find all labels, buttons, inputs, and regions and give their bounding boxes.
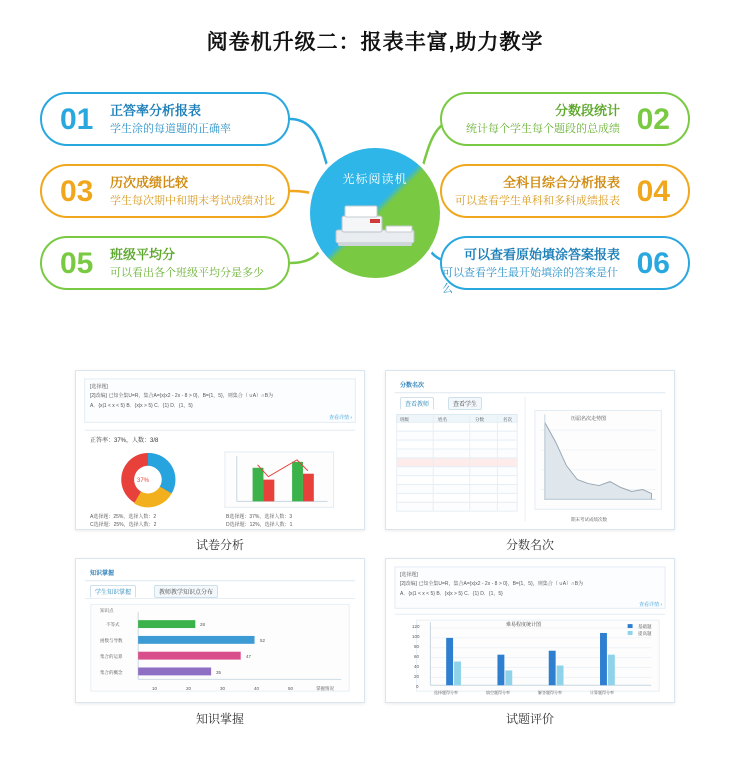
card-score-rank[interactable]: [385, 370, 675, 530]
card-caption-score-rank: 分数名次: [505, 538, 554, 552]
x-category-3: 解答题得分率: [538, 690, 562, 695]
y-tick-1: 20: [414, 674, 420, 679]
panel-title: 知识掌握: [90, 571, 115, 577]
card-caption-paper-analysis: 试卷分析: [195, 538, 244, 552]
y-tick-4: 80: [414, 644, 420, 649]
feature-number: 03: [60, 175, 94, 208]
legend-item-c: C选择题：25%，选择人数：2: [90, 522, 157, 528]
feature-desc: 学生涂的每道题的正确率: [110, 123, 231, 135]
x-tick-4: 40: [254, 686, 260, 691]
feature-number: 01: [60, 103, 94, 136]
card-question-evaluation[interactable]: [385, 558, 675, 703]
panel-title: 分数名次: [400, 383, 425, 389]
feature-heading: 可以查看原始填涂答案报表: [463, 247, 620, 262]
question-line-2: A．{x|1 < x < 5} B．{x|x > 5} C．{1} D．{1，5}: [90, 403, 193, 409]
page-title: 阅卷机升级二：报表丰富,助力教学: [206, 31, 544, 54]
card-knowledge-mastery[interactable]: [75, 558, 365, 703]
x-tick-1: 10: [152, 686, 158, 691]
chart-ylabel: 知识点: [100, 608, 114, 613]
question-tag: [选择题]: [400, 572, 418, 578]
tab-teacher-knowledge[interactable]: 教师教学知识点分布: [154, 585, 218, 598]
feature-number: 05: [60, 247, 94, 280]
x-tick-3: 30: [220, 686, 226, 691]
feature-heading: 正答率分析报表: [110, 103, 202, 118]
y-tick-6: 120: [412, 624, 420, 629]
chart-title: 历届名次走势图: [571, 416, 607, 422]
score-rank-mini: [386, 371, 674, 529]
x-tick-5: 50: [288, 686, 294, 691]
table-header-rank: 名次: [503, 417, 512, 422]
bar-value-1: 28: [200, 622, 206, 627]
question-line-1: [2]改编] 已知全集U=R，集合A={x|x2 - 2x - 8 > 0}，B={1，5}，则集合（ ∪A）∩B为: [90, 393, 274, 399]
feature-desc: 可以看出各个班级平均分是多少: [110, 267, 264, 279]
feature-item-04[interactable]: [440, 164, 690, 218]
x-category-1: 选择题得分率: [434, 690, 458, 695]
feature-desc: 学生每次期中和期末考试成绩对比: [110, 195, 275, 207]
card-caption-question-evaluation: 试题评价: [505, 712, 554, 726]
y-tick-5: 100: [412, 634, 420, 639]
chart-xlabel: 期末考试成绩次数: [571, 517, 607, 522]
table-header-score: 分数: [475, 417, 484, 422]
x-category-4: 计算题得分率: [590, 690, 614, 695]
tab-view-teacher[interactable]: 查看教师: [400, 397, 434, 410]
tab-student-knowledge[interactable]: 学生知识掌握: [90, 585, 136, 598]
feature-desc: 统计每个学生每个题段的总成绩: [466, 123, 620, 135]
x-category-2: 填空题得分率: [486, 690, 510, 695]
feature-heading: 分数段统计: [554, 103, 620, 118]
legend-basic: 基础题: [638, 624, 652, 629]
bar-value-4: 35: [216, 670, 222, 675]
bar-category-4: 集合的概念: [100, 670, 123, 675]
legend-item-a: A选择题：25%，选择人数：2: [90, 514, 157, 520]
feature-item-06[interactable]: [440, 236, 690, 295]
feature-number: 04: [636, 175, 670, 208]
bar-category-3: 集合的运算: [100, 654, 123, 659]
hub-circle: [310, 148, 440, 278]
legend-item-d: D选择题：12%，选择人数：1: [226, 522, 293, 528]
tab-view-student[interactable]: 查看学生: [448, 397, 482, 410]
feature-item-03[interactable]: [40, 164, 290, 218]
question-line-1: [2]改编] 已知全集U=R，集合A={x|x2 - 2x - 8 > 0}，B={1，5}，则集合（ ∪A）∩B为: [400, 581, 584, 587]
feature-number: 02: [636, 103, 670, 136]
donut-center-label: 37%: [137, 478, 150, 484]
feature-desc: 可以查看学生单科和多科成绩报表: [455, 195, 620, 207]
detail-link[interactable]: 查看详情 ›: [328, 415, 352, 421]
knowledge-mastery-mini: [76, 559, 364, 702]
feature-item-01[interactable]: [40, 92, 290, 146]
x-tick-2: 20: [186, 686, 192, 691]
card-caption-knowledge-mastery: 知识掌握: [195, 712, 244, 726]
hub-label: 光标阅读机: [342, 172, 408, 186]
feature-number: 06: [636, 247, 670, 280]
feature-diagram: [0, 72, 750, 362]
bar-value-2: 52: [260, 638, 266, 643]
chart-xlabel: 掌握情况: [316, 686, 334, 691]
detail-link[interactable]: 查看详情 ›: [638, 602, 662, 608]
card-paper-analysis[interactable]: [75, 370, 365, 530]
feature-heading: 历次成绩比较: [110, 175, 189, 190]
bar-category-1: 不等式: [106, 622, 120, 627]
y-tick-2: 40: [414, 664, 420, 669]
correct-rate-stat: 正答率：37%，人数：3/8: [90, 438, 159, 444]
bar-category-2: 函数与导数: [100, 638, 123, 643]
screenshot-gallery: [0, 370, 750, 750]
bar-value-3: 47: [246, 654, 252, 659]
table-header-name: 姓名: [438, 417, 447, 422]
feature-heading: 全科目综合分析报表: [502, 175, 620, 190]
feature-item-02[interactable]: [440, 92, 690, 146]
feature-heading: 班级平均分: [110, 247, 176, 262]
question-tag: [选择题]: [90, 384, 108, 390]
legend-advanced: 提高题: [638, 631, 652, 636]
scanner-icon: [332, 200, 418, 250]
legend-item-b: B选择题：37%，选择人数：3: [226, 514, 293, 520]
y-tick-3: 60: [414, 654, 420, 659]
question-line-2: A．{x|1 < x < 5} B．{x|x > 5} C．{1} D．{1，5}: [400, 591, 503, 597]
y-tick-0: 0: [416, 684, 419, 689]
chart-title: 难易程度统计图: [506, 622, 542, 628]
feature-desc: 可以查看学生最开始填涂的答案是什么: [442, 267, 618, 295]
table-header-class: 班级: [400, 417, 409, 422]
feature-item-05[interactable]: [40, 236, 290, 290]
